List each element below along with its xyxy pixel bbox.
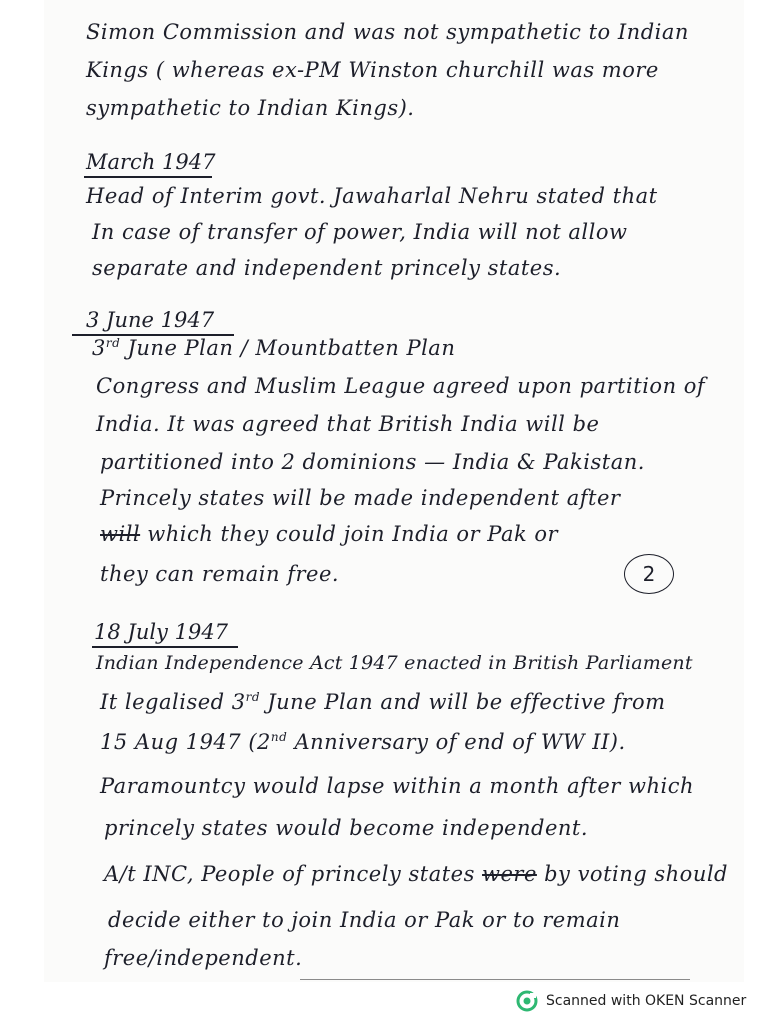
july-line6: A/t INC, People of princely states were by voting should (104, 862, 728, 886)
scanner-text: Scanned with OKEN Scanner (546, 993, 747, 1009)
heading-july-1947: 18 July 1947 (94, 620, 229, 644)
july-line5: princely states would become independent. (104, 816, 589, 840)
june-line3: India. It was agreed that British India will be (96, 412, 600, 436)
june-line4: partitioned into 2 dominions — India & Pakistan. (100, 450, 645, 474)
march-line2: In case of transfer of power, India will not allow (92, 220, 628, 244)
july-line8: free/independent. (104, 946, 303, 970)
july-line7: decide either to join India or Pak or to remain (108, 908, 621, 932)
july-line3: 15 Aug 1947 (2nd Anniversary of end of WW II). (100, 730, 626, 754)
paragraph1-line3: sympathetic to Indian Kings). (86, 96, 415, 120)
oken-scanner-logo-icon (516, 990, 538, 1012)
page-bottom-rule (300, 979, 690, 980)
july-line4: Paramountcy would lapse within a month after which (100, 774, 695, 798)
june-line1: 3rd June Plan / Mountbatten Plan (92, 336, 456, 360)
june-line2: Congress and Muslim League agreed upon partition of (96, 374, 706, 398)
paragraph1-line2: Kings ( whereas ex-PM Winston churchill was more (86, 58, 659, 82)
scanner-watermark (516, 990, 746, 1012)
march-line3: separate and independent princely states. (92, 256, 562, 280)
june-line7: they can remain free. (100, 562, 340, 586)
july-line2: It legalised 3rd June Plan and will be effective from (100, 690, 666, 714)
heading-june-1947: 3 June 1947 (86, 308, 215, 332)
heading-march-1947: March 1947 (86, 150, 216, 174)
page-number-circle: 2 (624, 554, 674, 594)
heading-july-underline (92, 646, 238, 648)
paragraph1-line1: Simon Commission and was not sympathetic to Indian (86, 20, 689, 44)
july-line1: Indian Independence Act 1947 enacted in British Parliament (96, 652, 693, 674)
june-line5: Princely states will be made independent after (100, 486, 621, 510)
march-line1: Head of Interim govt. Jawaharlal Nehru stated that (86, 184, 658, 208)
heading-march-underline (84, 176, 212, 178)
june-line6: will which they could join India or Pak or (100, 522, 559, 546)
